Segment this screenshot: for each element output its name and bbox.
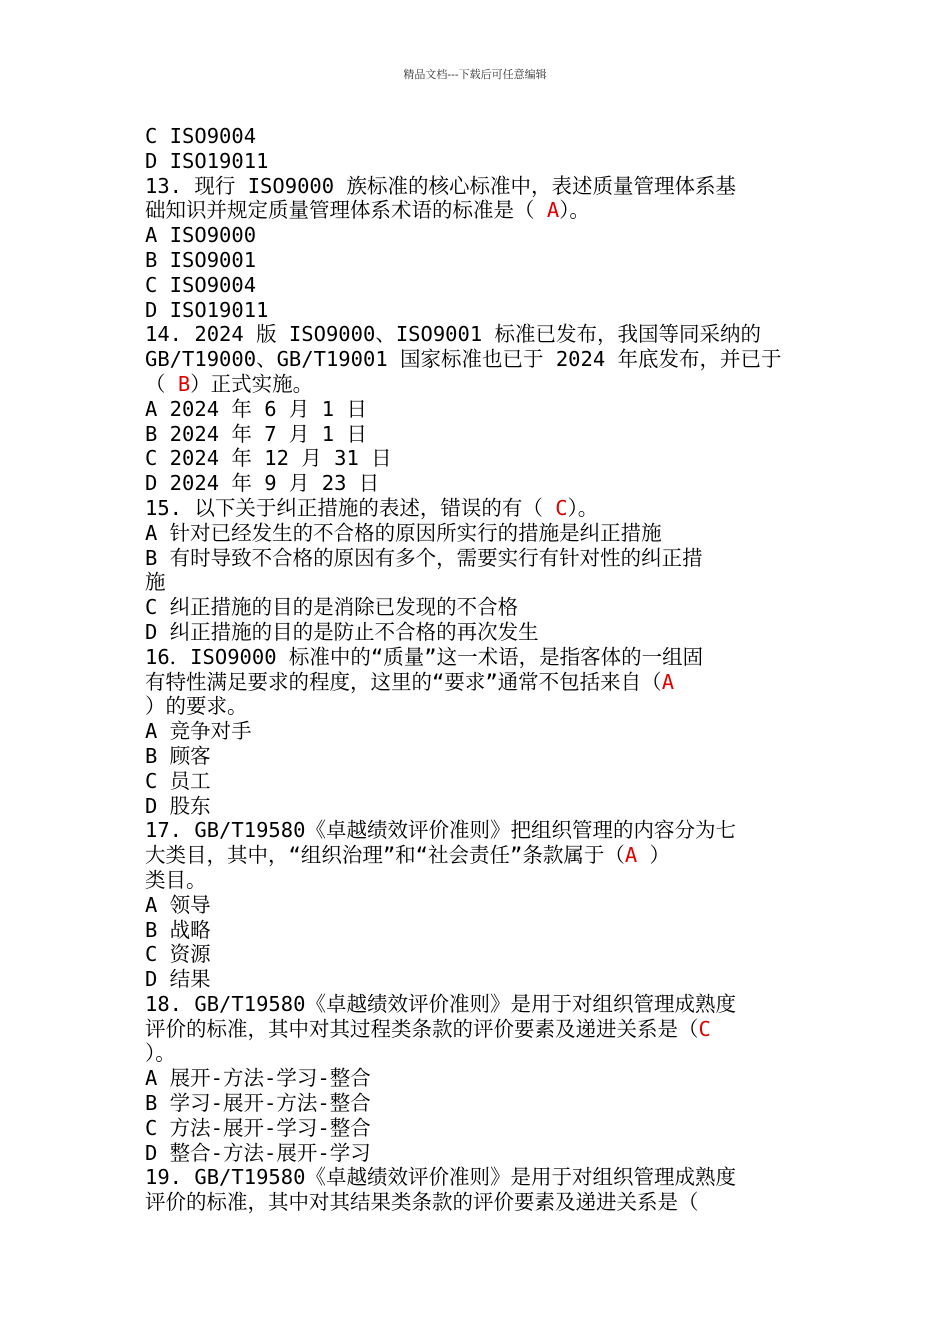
text-line	[145, 322, 810, 347]
line-text: C 2024 年 12 月 31 日	[145, 446, 392, 471]
text-line	[145, 1141, 810, 1166]
line-text: ）。	[145, 1041, 176, 1066]
line-text-tail: ）。	[567, 495, 599, 520]
text-line	[145, 149, 810, 174]
text-line	[145, 967, 810, 992]
text-line	[145, 744, 810, 769]
answer-letter: C	[698, 1016, 711, 1041]
line-text: C 员工	[145, 768, 211, 793]
text-line	[145, 1017, 810, 1042]
text-line	[145, 769, 810, 794]
line-text: B 2024 年 7 月 1 日	[145, 421, 367, 446]
line-text: 14. 2024 版 ISO9000、ISO9001 标准已发布，我国等同采纳的	[145, 322, 762, 347]
line-text: B 学习-展开-方法-整合	[145, 1091, 371, 1116]
text-line	[145, 893, 810, 918]
text-line	[145, 794, 810, 819]
text-line	[145, 397, 810, 422]
text-line	[145, 248, 810, 273]
text-line	[145, 298, 810, 323]
line-text: A 2024 年 6 月 1 日	[145, 396, 367, 421]
line-text: C ISO9004	[145, 272, 257, 297]
text-line	[145, 496, 810, 521]
text-line	[145, 818, 810, 843]
text-line	[145, 521, 810, 546]
line-text: 大类目，其中，“组织治理”和“社会责任”条款属于（	[145, 843, 625, 868]
text-line	[145, 1116, 810, 1141]
text-line	[145, 645, 810, 670]
text-line	[145, 471, 810, 496]
line-text: C 纠正措施的目的是消除已发现的不合格	[145, 595, 519, 620]
text-line	[145, 347, 810, 372]
line-text: 有特性满足要求的程度，这里的“要求”通常不包括来自（	[145, 669, 662, 694]
line-text-tail: ）。	[559, 198, 590, 223]
text-line	[145, 273, 810, 298]
line-text: D ISO19011	[145, 297, 269, 322]
line-text: D 整合-方法-展开-学习	[145, 1140, 371, 1165]
text-line	[145, 422, 810, 447]
line-text: C 方法-展开-学习-整合	[145, 1115, 371, 1140]
line-text: D 2024 年 9 月 23 日	[145, 471, 380, 496]
line-text: 施	[145, 570, 166, 595]
text-line	[145, 1190, 810, 1215]
text-line	[145, 174, 810, 199]
text-line	[145, 1066, 810, 1091]
text-line	[145, 595, 810, 620]
line-text-tail: ）正式实施。	[190, 371, 314, 396]
text-line	[145, 546, 810, 571]
line-text: 类目。	[145, 867, 207, 892]
answer-letter: A	[546, 198, 560, 223]
text-line	[145, 198, 810, 223]
line-text: （	[145, 371, 178, 396]
line-text: A 竞争对手	[145, 719, 252, 744]
text-line	[145, 694, 810, 719]
answer-letter: A	[624, 843, 638, 868]
line-text: D 结果	[145, 967, 211, 992]
answer-letter: A	[661, 669, 675, 694]
answer-letter: C	[555, 495, 568, 520]
text-line	[145, 868, 810, 893]
text-line	[145, 446, 810, 471]
line-text: GB/T19000、GB/T19001 国家标准也已于 2024 年底发布，并已于	[145, 347, 782, 372]
text-line	[145, 1041, 810, 1066]
text-line	[145, 918, 810, 943]
line-text: 础知识并规定质量管理体系术语的标准是（	[145, 198, 547, 223]
line-text: B 有时导致不合格的原因有多个，需要实行有针对性的纠正措	[145, 545, 703, 570]
text-line	[145, 223, 810, 248]
document-body	[145, 124, 810, 1215]
text-line	[145, 124, 810, 149]
line-text: 评价的标准，其中对其结果类条款的评价要素及递进关系是（	[145, 1190, 699, 1215]
text-line	[145, 670, 810, 695]
line-text: 15. 以下关于纠正措施的表述，错误的有（	[145, 495, 556, 520]
line-text: D 纠正措施的目的是防止不合格的再次发生	[145, 619, 539, 644]
line-text: B ISO9001	[145, 247, 257, 272]
text-line	[145, 1165, 810, 1190]
text-line	[145, 942, 810, 967]
line-text: 18. GB/T19580《卓越绩效评价准则》是用于对组织管理成熟度	[145, 991, 736, 1016]
line-text: 19. GB/T19580《卓越绩效评价准则》是用于对组织管理成熟度	[145, 1165, 736, 1190]
text-line	[145, 719, 810, 744]
line-text: C 资源	[145, 942, 211, 967]
text-line	[145, 570, 810, 595]
line-text: A 领导	[145, 892, 211, 917]
line-text: ）的要求。	[145, 694, 248, 719]
line-text: D ISO19011	[145, 148, 269, 173]
line-text: 16．ISO9000 标准中的“质量”这一术语，是指客体的一组固	[145, 644, 704, 669]
line-text: C ISO9004	[145, 124, 257, 148]
line-text: B 战略	[145, 917, 211, 942]
line-text: 13. 现行 ISO9000 族标准的核心标准中，表述质量管理体系基	[145, 173, 736, 198]
answer-letter: B	[177, 371, 191, 396]
line-text: A 针对已经发生的不合格的原因所实行的措施是纠正措施	[145, 520, 662, 545]
text-line	[145, 620, 810, 645]
line-text: B 顾客	[145, 743, 211, 768]
line-text: A 展开-方法-学习-整合	[145, 1066, 371, 1091]
line-text-tail: ）	[637, 843, 671, 868]
text-line	[145, 992, 810, 1017]
line-text: 评价的标准，其中对其过程类条款的评价要素及递进关系是（	[145, 1016, 699, 1041]
line-text: D 股东	[145, 793, 211, 818]
line-text: A ISO9000	[145, 223, 257, 248]
page-header: 精品文档---下载后可任意编辑	[403, 68, 547, 81]
text-line	[145, 843, 810, 868]
text-line	[145, 372, 810, 397]
line-text: 17. GB/T19580《卓越绩效评价准则》把组织管理的内容分为七	[145, 818, 736, 843]
text-line	[145, 1091, 810, 1116]
